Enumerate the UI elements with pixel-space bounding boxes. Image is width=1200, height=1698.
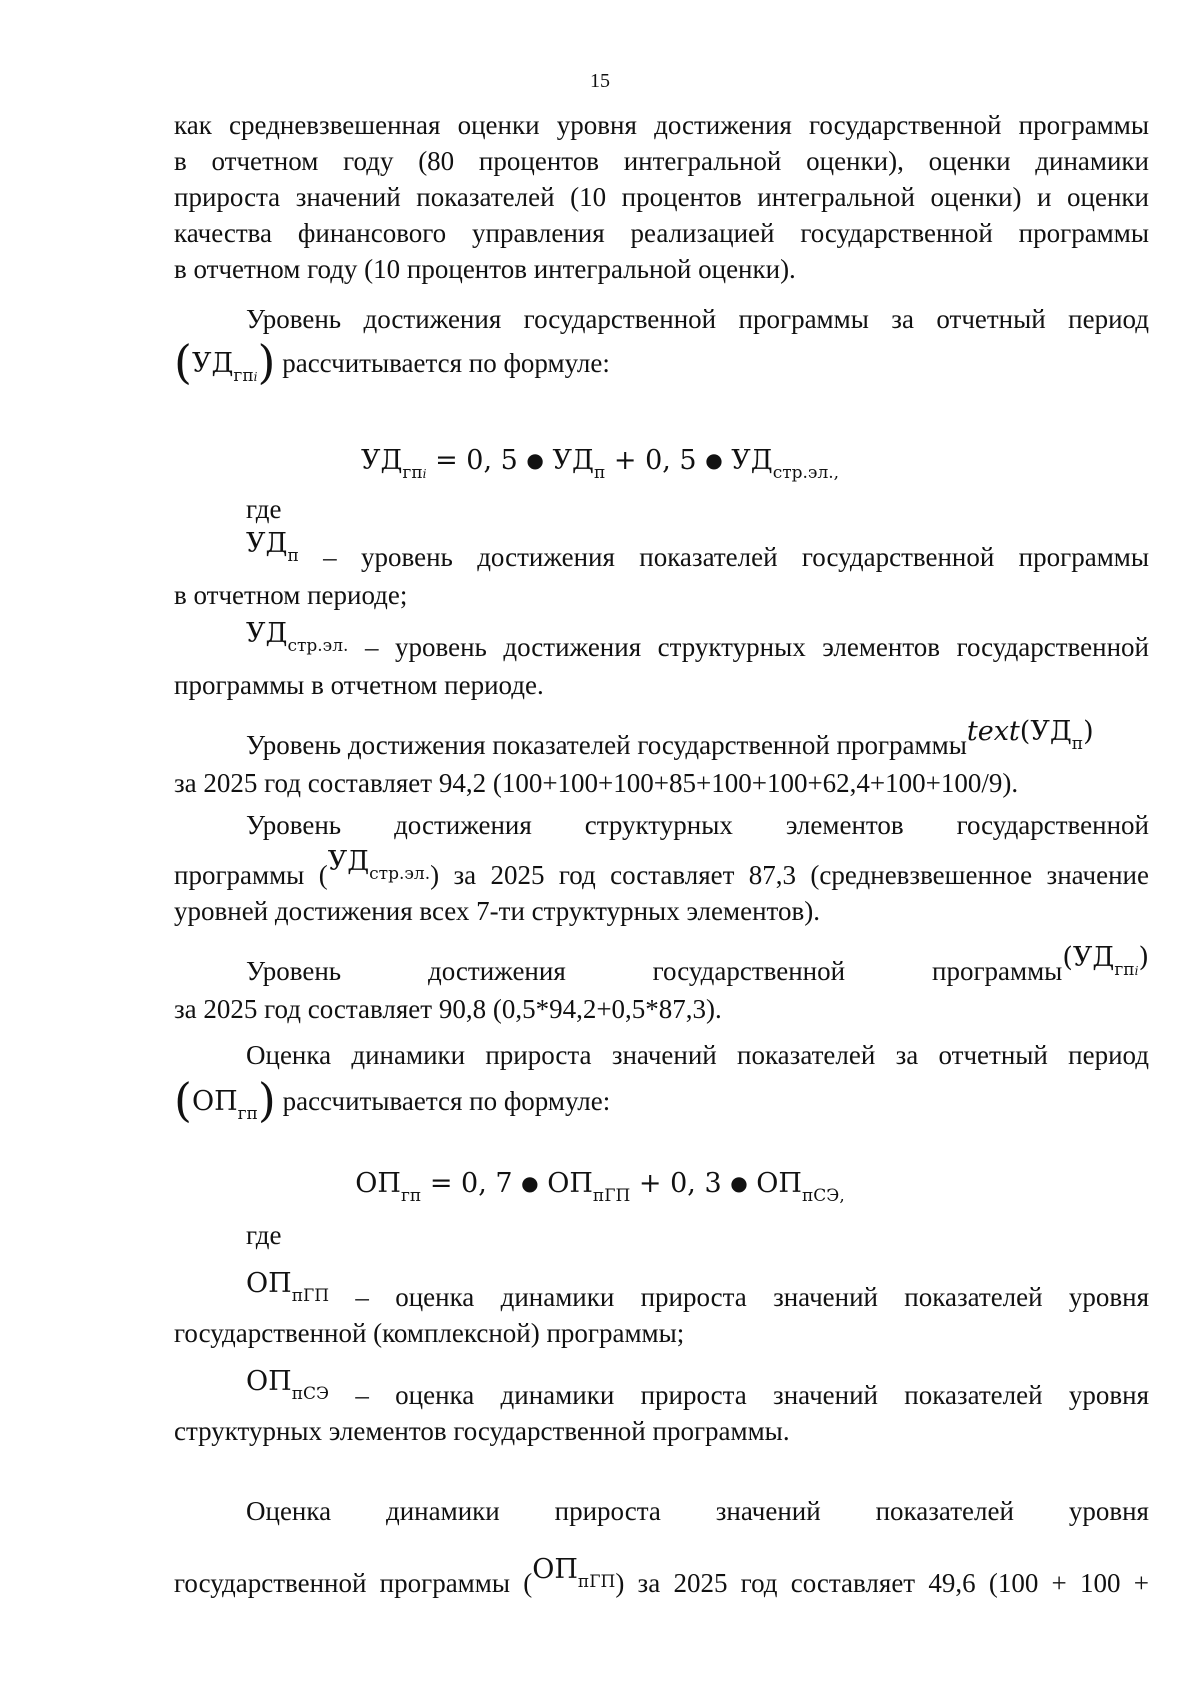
subscript-i: i bbox=[253, 370, 258, 384]
subscript-gp: гп bbox=[233, 366, 254, 386]
text-fragment: рассчитывается по формуле: bbox=[282, 1086, 611, 1116]
definition-op-pgp bbox=[246, 1268, 1149, 1318]
subscript-p: п bbox=[593, 463, 606, 483]
definition-ud-p bbox=[246, 528, 1149, 578]
word: динамики bbox=[386, 1496, 500, 1526]
text-line: где bbox=[246, 1220, 282, 1250]
text-line: в отчетном периоде; bbox=[174, 580, 408, 610]
op-symbol: ОП bbox=[246, 1366, 292, 1397]
text-line: программы в отчетном периоде. bbox=[174, 670, 544, 700]
ud-symbol: УД bbox=[327, 846, 370, 877]
subscript-pgp: пГП bbox=[577, 1572, 616, 1592]
subscript-pse: пСЭ bbox=[291, 1384, 330, 1404]
ud-symbol: УД bbox=[191, 348, 234, 379]
text-fragment: государственной программы ( bbox=[174, 1568, 533, 1598]
ud-symbol: УД bbox=[731, 445, 773, 476]
word: показателей bbox=[875, 1496, 1014, 1526]
subscript-pgp: пГП bbox=[592, 1186, 631, 1206]
paragraph-ud-p-value: Уровень достижения показателей государственной $программыtext(УД_п)$ bbox=[246, 716, 1094, 760]
ud-symbol: УД bbox=[246, 618, 288, 649]
subscript-i: i bbox=[422, 467, 427, 481]
coefficient: = 0, 7 bbox=[429, 1168, 513, 1199]
word: программы bbox=[932, 956, 1063, 986]
text-line bbox=[246, 808, 1149, 842]
text-line bbox=[246, 1494, 1149, 1528]
text-fragment: ) за 2025 год составляет 87,3 (средневзвешенное значение bbox=[430, 860, 1149, 890]
paragraph-op-pgp-value bbox=[174, 1554, 1149, 1604]
text-line: в отчетном году (10 процентов интегральной оценки). bbox=[174, 254, 796, 284]
subscript-str-el: стр.эл. bbox=[772, 463, 834, 483]
coefficient: = 0, 5 bbox=[435, 445, 518, 476]
text-fragment: программы ( bbox=[174, 860, 328, 890]
ud-symbol: УД bbox=[552, 445, 594, 476]
text-line: за 2025 год составляет 94,2 (100+100+100+85+100+100+62,4+100+100/9). bbox=[174, 768, 1019, 798]
page-number: 15 bbox=[590, 70, 610, 92]
text-line: прироста значений показателей (10 процентов интегральной оценки) и оценки bbox=[174, 182, 1149, 212]
word: элементов bbox=[785, 810, 904, 840]
text-fragment: – оценка динамики прироста значений показателей уровня bbox=[329, 1380, 1149, 1410]
text-line: государственной (комплексной) программы; bbox=[174, 1318, 685, 1348]
subscript-p: п bbox=[1071, 734, 1084, 754]
word: структурных bbox=[584, 810, 733, 840]
text-line: за 2025 год составляет 90,8 (0,5*94,2+0,5*87,3). bbox=[174, 994, 722, 1024]
text-fragment: рассчитывается по формуле: bbox=[282, 348, 610, 378]
subscript-gp: гп bbox=[402, 463, 423, 483]
definition-ud-str-el bbox=[246, 618, 1149, 668]
text-fragment: ) за 2025 год составляет 49,6 (100 + 100 + bbox=[615, 1568, 1149, 1598]
paragraph-ud-str-el-value bbox=[174, 846, 1149, 896]
paragraph-ud-gp-value: Уровень достижения государственной $программы(УД_{гпi})$ bbox=[246, 942, 1149, 986]
text-line: как средневзвешенная оценки уровня достижения государственной программы bbox=[174, 110, 1149, 140]
word: государственной bbox=[956, 810, 1149, 840]
op-symbol: ОП bbox=[246, 1268, 292, 1299]
text-line: Оценка динамики прироста значений показателей за отчетный период bbox=[246, 1040, 1149, 1070]
ud-symbol: УД bbox=[1030, 716, 1072, 747]
word: достижения bbox=[394, 810, 532, 840]
word: Оценка bbox=[246, 1496, 332, 1526]
word: уровня bbox=[1068, 1496, 1149, 1526]
subscript-pse: пСЭ bbox=[801, 1186, 840, 1206]
text-macro: text bbox=[966, 716, 1020, 747]
text-fragment: – оценка динамики прироста значений показателей уровня bbox=[329, 1282, 1149, 1312]
word: прироста bbox=[554, 1496, 661, 1526]
ud-gp-inline: $(УД_{гпi})$ рассчитывается по формуле: bbox=[174, 335, 610, 389]
ud-symbol: УД bbox=[246, 528, 288, 559]
definition-op-pse bbox=[246, 1366, 1149, 1416]
subscript-gp: гп bbox=[1114, 960, 1135, 980]
formula-op-gp: $ОП_{гп} = 0$, 7 ● $ОП_{пГП} + 0$, 3 ● $ОП_{пСЭ,}$ bbox=[355, 1168, 845, 1206]
text-line: структурных элементов государственной программы. bbox=[174, 1416, 790, 1446]
text-fragment: – уровень достижения показателей государственной программы bbox=[298, 542, 1149, 572]
subscript-gp: гп bbox=[400, 1186, 422, 1206]
subscript-str-el: стр.эл. bbox=[369, 864, 431, 884]
op-symbol: ОП bbox=[191, 1086, 238, 1117]
op-symbol: ОП bbox=[532, 1554, 578, 1585]
text-fragment: – уровень достижения структурных элементов государственной bbox=[348, 632, 1149, 662]
text-line: в отчетном году (80 процентов интегральной оценки), оценки динамики bbox=[174, 146, 1149, 176]
subscript-p: п bbox=[287, 546, 299, 566]
coefficient: + 0, 3 bbox=[638, 1168, 722, 1199]
subscript-pgp: пГП bbox=[291, 1286, 330, 1306]
word: государственной bbox=[652, 956, 846, 986]
ud-symbol: УД bbox=[1072, 942, 1115, 973]
subscript-gp: гп bbox=[237, 1104, 258, 1124]
op-symbol: ОП bbox=[547, 1168, 593, 1199]
op-gp-inline: $(ОП_{гп})$ рассчитывается по формуле: bbox=[174, 1073, 611, 1127]
text-line: уровней достижения всех 7-ти структурных элементов). bbox=[174, 896, 820, 926]
formula-ud-gp: $УД_{гпi} = 0$, 5 ● $УД_п + 0$, 5 ● $УД_{стр.эл.,}$ bbox=[360, 445, 840, 483]
op-symbol: ОП bbox=[756, 1168, 802, 1199]
subscript-i: i bbox=[1134, 964, 1139, 978]
word: значений bbox=[715, 1496, 821, 1526]
text-fragment: Уровень достижения показателей государственной программы bbox=[246, 730, 967, 760]
op-symbol: ОП bbox=[355, 1168, 401, 1199]
word: достижения bbox=[428, 956, 566, 986]
subscript-str-el: стр.эл. bbox=[287, 636, 349, 656]
word: Уровень bbox=[246, 810, 342, 840]
coefficient: + 0, 5 bbox=[613, 445, 697, 476]
text-line: Уровень достижения государственной программы за отчетный период bbox=[246, 304, 1149, 334]
word: Уровень bbox=[246, 956, 342, 986]
ud-symbol: УД bbox=[360, 445, 403, 476]
text-line: где bbox=[246, 494, 282, 524]
text-line: качества финансового управления реализацией государственной программы bbox=[174, 218, 1149, 248]
